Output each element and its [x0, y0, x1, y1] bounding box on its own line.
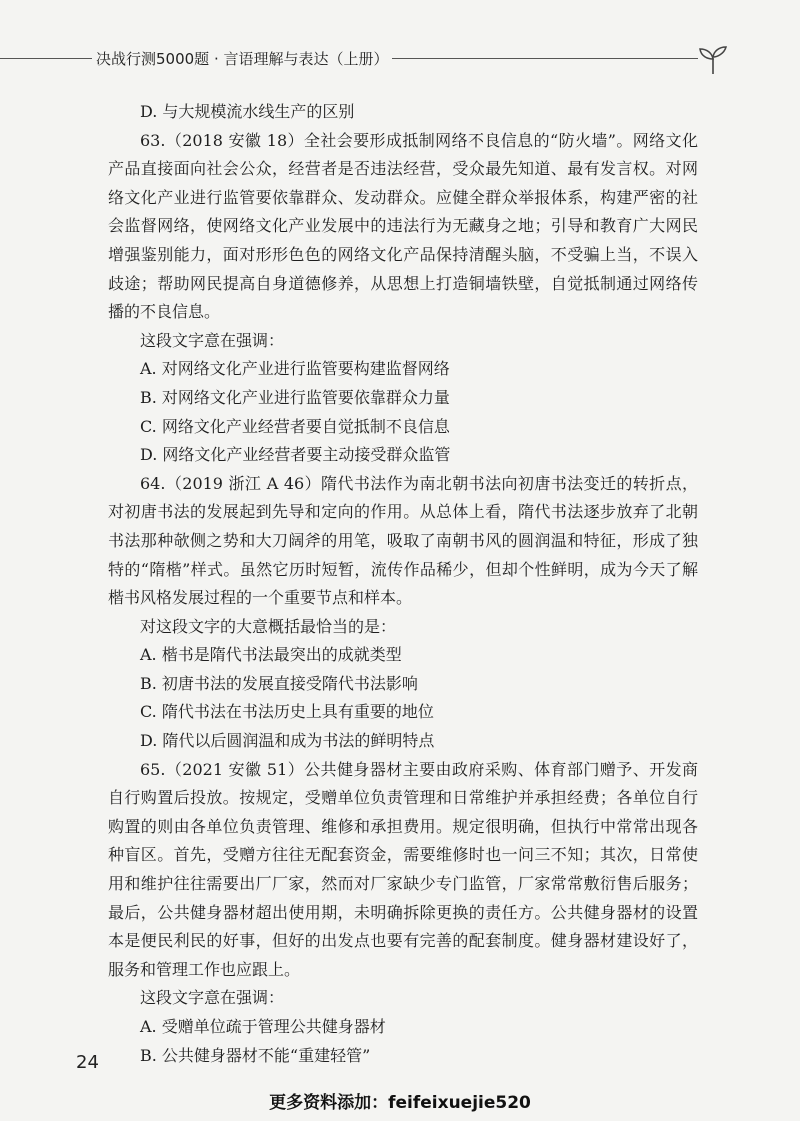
question-64-option-d: D. 隋代以后圆润温和成为书法的鲜明特点 [140, 731, 435, 751]
book-title: 决战行测5000题 · 言语理解与表达（上册） [96, 50, 389, 68]
question-63-option-c: C. 网络文化产业经营者要自觉抵制不良信息 [140, 416, 450, 436]
question-64-option-a: A. 楷书是隋代书法最突出的成就类型 [140, 645, 402, 665]
question-63-option-a: A. 对网络文化产业进行监管要构建监督网络 [140, 359, 450, 379]
page-number: 24 [76, 1052, 99, 1073]
question-63-option-b: B. 对网络文化产业进行监管要依靠群众力量 [140, 387, 450, 407]
option-d-previous: D. 与大规模流水线生产的区别 [140, 102, 355, 121]
question-65-stem: 这段文字意在强调： [140, 988, 285, 1008]
question-65-passage: 65.（2021 安徽 51）公共健身器材主要由政府采购、体育部门赠予、开发商自行购置后投放。按规定，受赠单位负责管理和日常维护并承担经费；各单位自行购置的则由各单位负责管理、维修和承担费用。规定很明确，但执行中常常出现各种盲区。首先，受赠方往往无配套资金，需要维修时也一问三不知；其次，日常使用和维护往往需要出厂厂家，然而对厂家缺少专门监管，厂家常常敷衍售后服务；最后，公共健身器材超出使用期，未明确拆除更换的责任方。公共健身器材的设置本是便民利民的好事，但好的出发点也要有完善的配套制度。健身器材建设好了，服务和管理工作也应跟上。 [108, 759, 698, 979]
sprout-icon [696, 44, 730, 76]
footer-note: 更多资料添加：feifeixuejie520 [269, 1093, 531, 1113]
question-64-passage: 64.（2019 浙江 A 46）隋代书法作为南北朝书法向初唐书法变迁的转折点，对初唐书法的发展起到先导和定向的作用。从总体上看，隋代书法逐步放弃了北朝书法那种欹侧之势和大刀阔斧的用笔，吸取了南朝书风的圆润温和特征，形成了独特的“隋楷”样式。虽然它历时短暂，流传作品稀少，但却个性鲜明，成为今天了解楷书风格发展过程的一个重要节点和样本。 [108, 473, 698, 608]
header-rule-left [0, 58, 92, 59]
header-rule-right [392, 58, 698, 59]
question-63-option-d: D. 网络文化产业经营者要主动接受群众监管 [140, 445, 451, 465]
question-64-stem: 对这段文字的大意概括最恰当的是： [140, 616, 397, 636]
question-65-option-a: A. 受赠单位疏于管理公共健身器材 [140, 1017, 386, 1036]
running-header [0, 44, 800, 76]
question-64-option-b: B. 初唐书法的发展直接受隋代书法影响 [140, 673, 418, 693]
question-63-stem: 这段文字意在强调： [140, 330, 285, 350]
question-64-option-c: C. 隋代书法在书法历史上具有重要的地位 [140, 702, 434, 722]
page-body [108, 98, 698, 1070]
question-63-passage: 63.（2018 安徽 18）全社会要形成抵制网络不良信息的“防火墙”。网络文化产品直接面向社会公众，经营者是否违法经营，受众最先知道、最有发言权。对网络文化产业进行监管要依靠群众、发动群众。应健全群众举报体系，构建严密的社会监督网络，使网络文化产业发展中的违法行为无藏身之地；引导和教育广大网民增强鉴别能力，面对形形色色的网络文化产品保持清醒头脑，不受骗上当，不误入歧途；帮助网民提高自身道德修养，从思想上打造铜墙铁壁，自觉抵制通过网络传播的不良信息。 [108, 130, 698, 322]
question-65-option-b: B. 公共健身器材不能“重建轻管” [140, 1045, 371, 1065]
